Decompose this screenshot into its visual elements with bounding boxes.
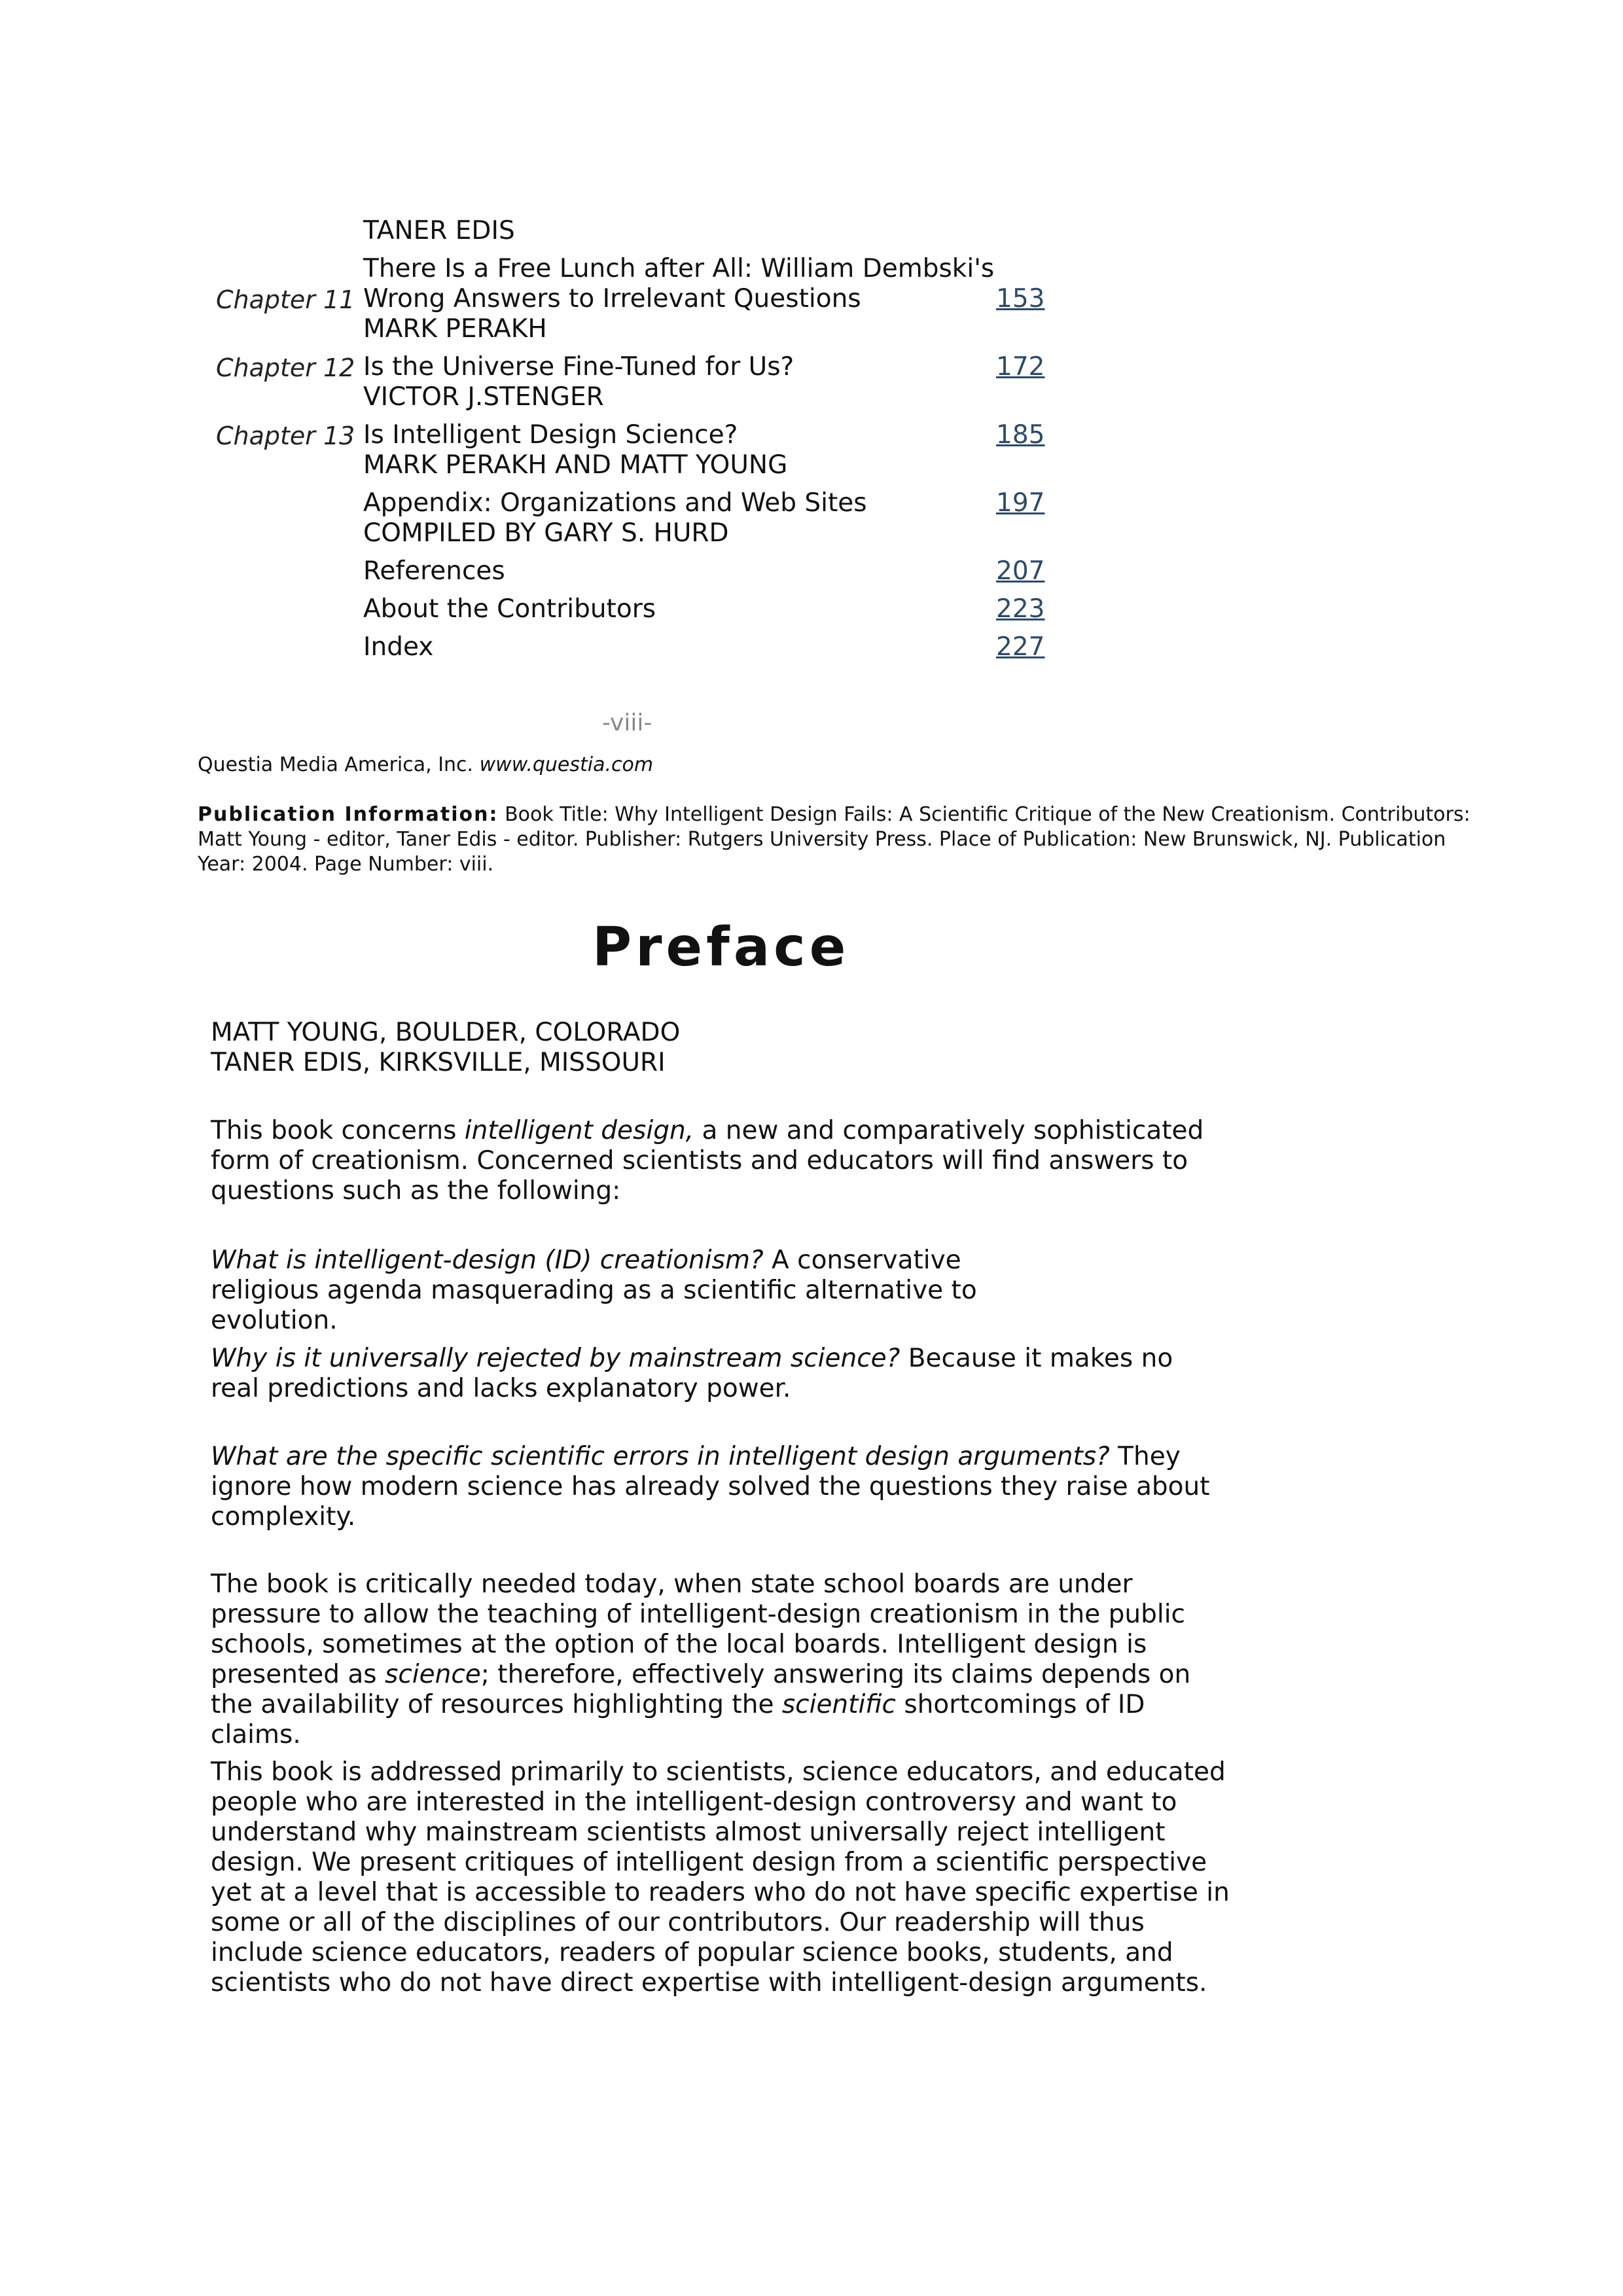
toc-page-link[interactable]: 153	[996, 284, 1045, 314]
toc-page-link[interactable]: 227	[996, 632, 1045, 662]
text-run: a new and comparatively sophisticated form of creationism. Concerned scientists and educators will find answers to questions such as the following:	[211, 1116, 1204, 1206]
preface-question	[211, 1246, 1075, 1336]
toc-page-link[interactable]: 172	[996, 352, 1045, 382]
answer-text: Because it makes no real predictions and lacks explanatory power.	[211, 1344, 1173, 1403]
toc-entry-title: About the Contributors	[363, 594, 656, 624]
publication-information	[198, 802, 1480, 877]
toc-entry-title: Is Intelligent Design Science?	[363, 420, 738, 450]
toc-entry-title: Appendix: Organizations and Web Sites	[363, 488, 867, 518]
page-number: -viii-	[602, 709, 652, 736]
toc-lead-author: TANER EDIS	[363, 216, 515, 245]
emphasis: scientific	[781, 1690, 896, 1719]
toc-entry-title: References	[363, 556, 505, 586]
publisher-url[interactable]: www.questia.com	[479, 753, 654, 776]
answer-text: They ignore how modern science has already solved the questions they raise about complexity.	[211, 1442, 1210, 1532]
preface-paragraph	[211, 1570, 1232, 1750]
publisher-line	[198, 753, 653, 778]
toc-chapter-label: Chapter 13	[216, 422, 355, 450]
toc-chapter-label: Chapter 11	[216, 285, 355, 314]
toc-page-link[interactable]: 223	[996, 594, 1045, 624]
preface-paragraph: This book is addressed primarily to scientists, science educators, and educated people who are interested in the intelligent-design controversy and want to understand why mainstream scientists almost universally reject intelligent design. We present critiques of intelligent design from a scientific perspective yet at a level that is accessible to readers who do not have specific expertise in some or all of the disciplines of our contributors. Our readership will thus include science educators, readers of popular science books, students, and scientists who do not have direct expertise with intelligent-design arguments.	[211, 1757, 1230, 1998]
publication-information-text: Book Title: Why Intelligent Design Fails: A Scientific Critique of the New Creationism. Contributors: Matt Young - editor, Taner Edis - editor. Publisher: Rutgers University Press. Place of Publication: New Brunswick, NJ. Publication Year: 2004. Page Number: viii.	[198, 803, 1471, 876]
publisher-name: Questia Media America, Inc.	[198, 753, 474, 776]
toc-entry-author: COMPILED BY GARY S. HURD	[363, 518, 729, 548]
publication-information-label: Publication Information:	[198, 803, 499, 826]
toc-entry-title: Index	[363, 632, 434, 662]
page-title: Preface	[592, 916, 850, 978]
toc-entry-title: There Is a Free Lunch after All: William Dembski's	[363, 254, 995, 283]
emphasis: science	[385, 1660, 481, 1689]
answer-text: A conservative religious agenda masquerading as a scientific alternative to evolution.	[211, 1246, 977, 1335]
toc-entry-author: VICTOR J.STENGER	[363, 382, 604, 412]
preface-author-line: TANER EDIS, KIRKSVILLE, MISSOURI	[211, 1048, 666, 1077]
question-text: Why is it universally rejected by mainstream science?	[211, 1344, 901, 1373]
text-run: This book concerns	[211, 1116, 465, 1145]
text-run: ; therefore, effectively answering its claims depends on the availability of resources highlighting the	[211, 1660, 1191, 1719]
toc-entry-title: Wrong Answers to Irrelevant Questions	[363, 284, 861, 314]
question-text: What is intelligent-design (ID) creationism?	[211, 1246, 764, 1275]
toc-chapter-label: Chapter 12	[216, 353, 355, 382]
toc-entry-title: Is the Universe Fine-Tuned for Us?	[363, 352, 794, 382]
toc-page-link[interactable]: 207	[996, 556, 1045, 586]
text-run: The book is critically needed today, when state school boards are under pressure to allow the teaching of intelligent-design creationism in the public schools, sometimes at the option of the local boards. Intelligent design is presented as	[211, 1570, 1185, 1689]
toc-page-link[interactable]: 197	[996, 488, 1045, 518]
toc-entry-author: MARK PERAKH	[363, 314, 547, 344]
preface-author-line: MATT YOUNG, BOULDER, COLORADO	[211, 1018, 681, 1047]
preface-paragraph	[211, 1116, 1232, 1206]
preface-question	[211, 1344, 1205, 1404]
preface-question	[211, 1442, 1232, 1532]
emphasis: intelligent design,	[464, 1116, 694, 1145]
toc-page-link[interactable]: 185	[996, 420, 1045, 450]
text-run: shortcomings of ID claims.	[211, 1690, 1145, 1749]
toc-entry-author: MARK PERAKH AND MATT YOUNG	[363, 450, 788, 480]
question-text: What are the specific scientific errors in intelligent design arguments?	[211, 1442, 1110, 1471]
